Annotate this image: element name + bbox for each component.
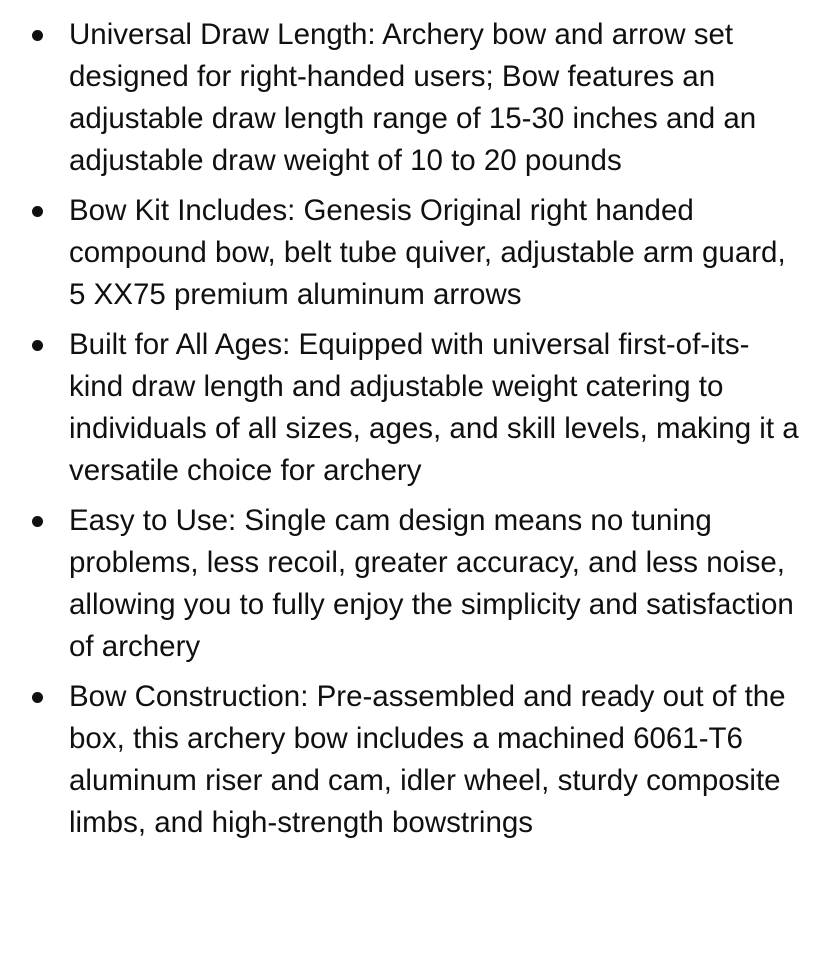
list-item-easy-to-use — [0, 500, 820, 668]
feature-text: Bow Construction: Pre-assembled and ready out of the box, this archery bow includes a machined 6061-T6 aluminum riser and cam, idler wheel, sturdy composite limbs, and high-strength bowstrings — [69, 680, 786, 839]
list-item-draw-length — [0, 14, 820, 182]
list-item-all-ages — [0, 324, 820, 492]
list-item-construction — [0, 676, 820, 844]
bullet-dot-icon — [32, 30, 43, 41]
feature-text: Bow Kit Includes: Genesis Original right handed compound bow, belt tube quiver, adjustable arm guard, 5 XX75 premium aluminum arrows — [69, 194, 786, 311]
list-item-kit-includes — [0, 190, 820, 316]
feature-text: Easy to Use: Single cam design means no tuning problems, less recoil, greater accuracy, and less noise, allowing you to fully enjoy the simplicity and satisfaction of archery — [69, 504, 794, 663]
feature-bullet-list — [0, 14, 820, 852]
bullet-dot-icon — [32, 516, 43, 527]
bullet-dot-icon — [32, 206, 43, 217]
bullet-dot-icon — [32, 340, 43, 351]
feature-text: Built for All Ages: Equipped with universal first-of-its-kind draw length and adjustable weight catering to individuals of all sizes, ages, and skill levels, making it a versatile choice for archery — [69, 328, 799, 487]
feature-text: Universal Draw Length: Archery bow and arrow set designed for right-handed users; Bow features an adjustable draw length range of 15-30 inches and an adjustable draw weight of 10 to 20 pounds — [69, 18, 757, 177]
bullet-dot-icon — [32, 692, 43, 703]
